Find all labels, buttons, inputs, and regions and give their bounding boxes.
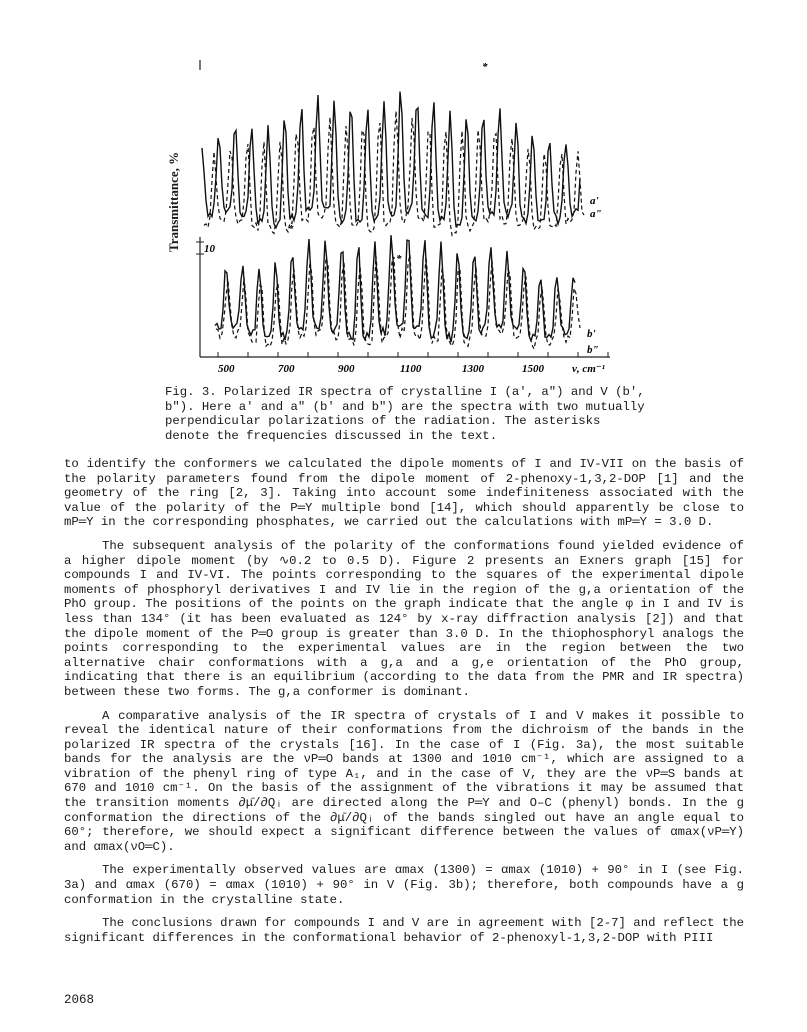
x-tick-700: 700 [278,363,295,375]
page-number: 2068 [64,993,95,1007]
asterisk-top: * [482,61,488,73]
trace-label-b-prime: b' [587,328,596,340]
paragraph-3: A comparative analysis of the IR spectra of crystals of I and V makes it possible to reveal the identical nature of their conformations from the dichroism of the bands in the polarized IR spectra of the crystals [16]. In the case of I (Fig. 3a), the most suitable bands for the analysis are the νP═O bands at 1300 and 1010 cm⁻¹, which are assigned to a vibration of the phenyl ring of type A₁, and in the case of V, they are the νP═S bands at 670 and 1010 cm⁻¹. On the basis of the assignment of the vibrations it may be assumed that the transition moments ∂μ̄/∂Qᵢ are directed along the P═Y and O–C (phenyl) bonds. In the g conformation the directions of the ∂μ̄/∂Qᵢ of the bands singled out have an angle equal to 60°; therefore, we should expect a significant difference between the values of αmax(νP═Y) and αmax(νO═C). [64,708,744,854]
spectra-plot [160,52,640,382]
asterisk-lower: * [396,253,402,265]
asterisk-mid: * [288,223,294,235]
trace-label-b-double-prime: b" [587,344,599,356]
x-unit: ν, cm⁻¹ [572,363,605,375]
trace-b-double-prime [216,255,580,349]
trace-label-a-double-prime: a" [590,208,602,220]
x-tick-1100: 1100 [400,363,422,375]
x-tick-1500: 1500 [522,363,544,375]
figure-caption: Fig. 3. Polarized IR spectra of crystalline I (a', a") and V (b', b"). Here a' and a" (b' and b") are the spectra with two mutually perpendicular polarizations of the radiation. The asterisks denote the frequencies discussed in the text. [165,385,645,443]
x-tick-900: 900 [338,363,355,375]
paragraph-4: The experimentally observed values are αmax (1300) = αmax (1010) + 90° in I (see Fig. 3a) and αmax (670) = αmax (1010) + 90° in V (Fig. 3b); therefore, both compounds have a g conformation in the crystalline state. [64,863,744,907]
paragraph-2: The subsequent analysis of the polarity of the conformations found yielded evidence of a higher dipole moment (by ∿0.2 to 0.5 D). Figure 2 presents an Exners graph [15] for compounds I and IV-VI. The points corresponding to the squares of the experimental dipole moments of phosphoryl derivatives I and IV lie in the region of the g,a orientation of the PhO group. The positions of the points on the graph indicate that the angle φ in I and IV is less than 134° (it has been evaluated as 124° by x-ray diffraction analysis [2]) and that the dipole moment of the P═O group is greater than 3.0 D. In the thiophosphoryl analogs the points corresponding to the experimental values are in the region between the two alternative chair conformations with a g,a and a g,e orientation of the PhO group, indicating that there is an equilibrium (according to the data from the PMR and IR spectra) between these two forms. The g,a conformer is dominant. [64,538,744,699]
body-text [64,457,744,954]
trace-label-a-prime: a' [590,195,599,207]
paragraph-1: to identify the conformers we calculated the dipole moments of I and IV-VII on the basis of the polarity parameters found from the dipole moment of 2-phenoxy-1,3,2-DOP [1] and the geometry of the ring [2, 3]. Taking into account some indefiniteness associated with the value of the polarity of the P═Y multiple bond [14], which should apparently be close to mP═Y in the corresponding phosphates, we carried out the calculations with mP═Y = 3.0 D. [64,457,744,530]
scale-value: 10 [204,243,215,255]
x-tick-500: 500 [218,363,235,375]
paragraph-5: The conclusions drawn for compounds I and V are in agreement with [2-7] and reflect the significant differences in the conformational behavior of 2-phenoxyl-1,3,2-DOP with PIII [64,916,745,945]
trace-a-prime [202,92,580,228]
ir-spectra-figure [160,52,640,382]
y-axis-label: Transmittance, % [166,151,181,252]
x-tick-1300: 1300 [462,363,484,375]
